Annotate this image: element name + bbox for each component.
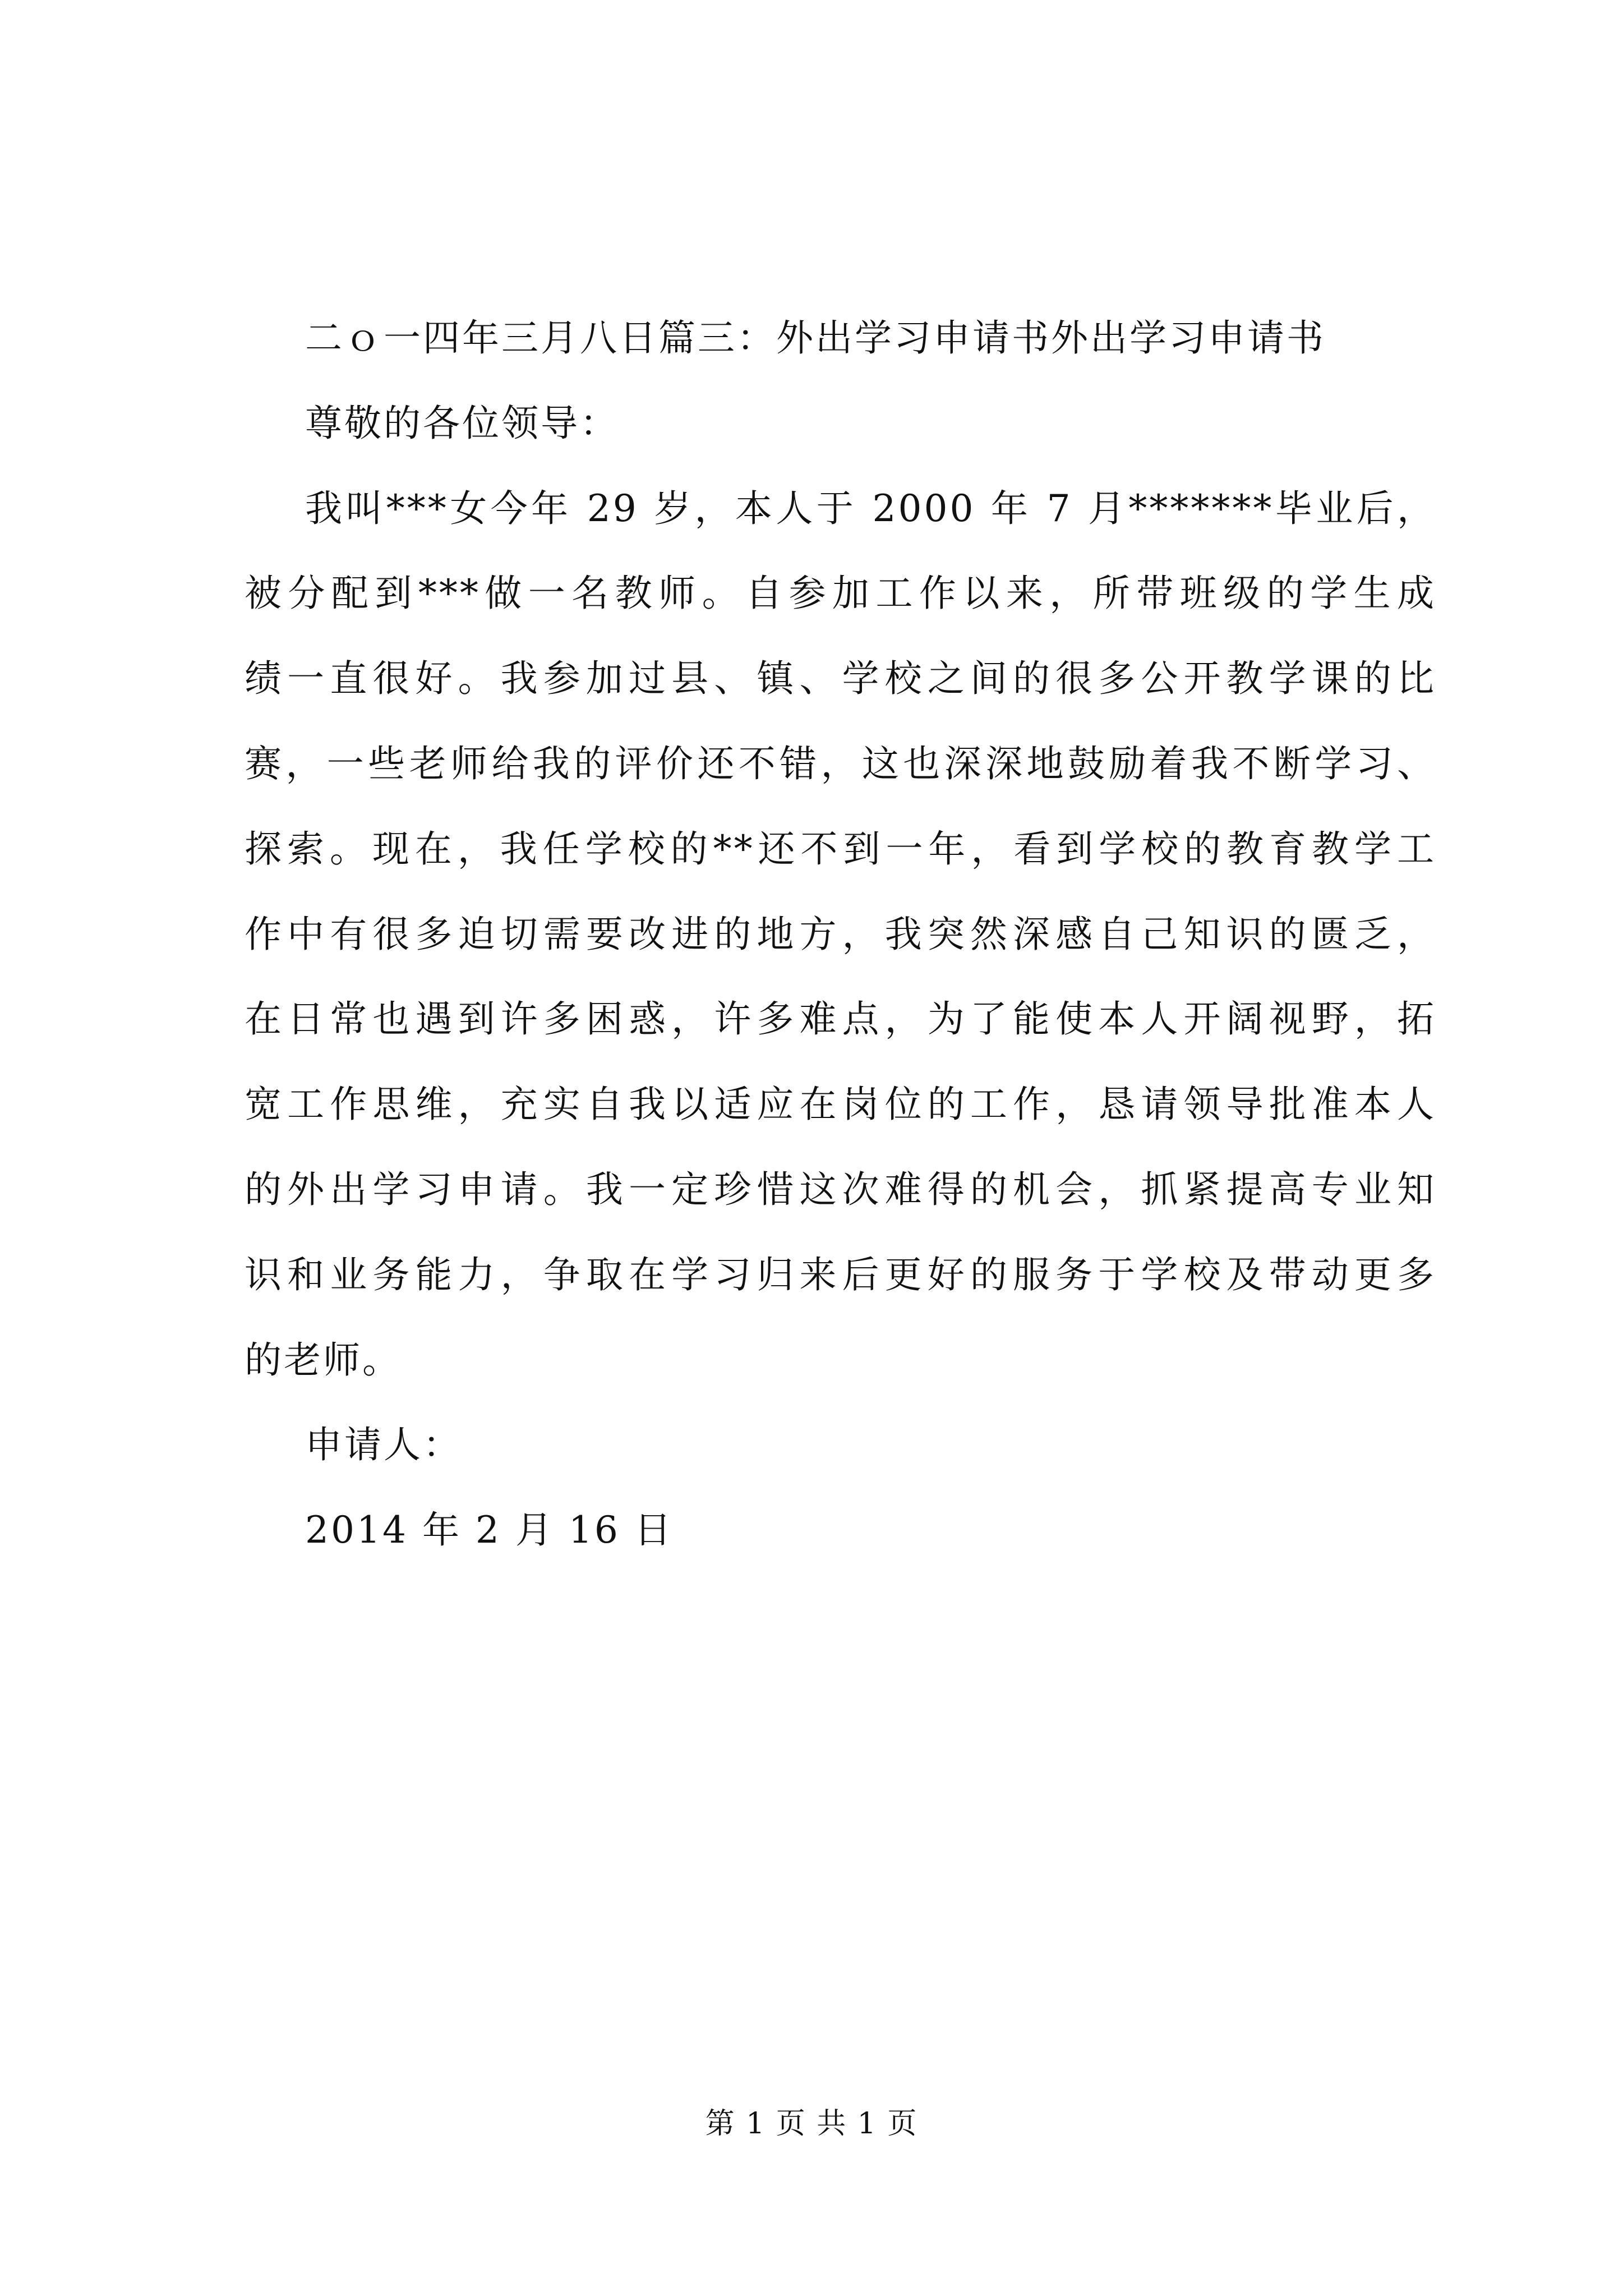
heading-line: 二ｏ一四年三月八日篇三：外出学习申请书外出学习申请书 (305, 316, 1326, 360)
paragraph-line: 探索。现在，我任学校的**还不到一年，看到学校的教育教学工 (245, 827, 1436, 871)
paragraph-line: 的外出学习申请。我一定珍惜这次难得的机会，抓紧提高专业知 (245, 1168, 1436, 1211)
document-date: 2014 年 2 月 16 日 (305, 1508, 674, 1552)
paragraph-line: 在日常也遇到许多困惑，许多难点，为了能使本人开阔视野，拓 (245, 997, 1436, 1041)
page-footer: 第 1 页 共 1 页 (705, 2107, 918, 2141)
paragraph-line: 的老师。 (245, 1338, 402, 1382)
paragraph-line: 绩一直很好。我参加过县、镇、学校之间的很多公开教学课的比 (245, 657, 1436, 700)
paragraph-line: 作中有很多迫切需要改进的地方，我突然深感自己知识的匮乏， (245, 913, 1436, 956)
paragraph-line: 我叫***女今年 29 岁，本人于 2000 年 7 月*******毕业后， (305, 487, 1436, 530)
paragraph-line: 识和业务能力，争取在学习归来后更好的服务于学校及带动更多 (245, 1253, 1436, 1296)
paragraph-line: 被分配到***做一名教师。自参加工作以来，所带班级的学生成 (245, 572, 1436, 615)
signature-label: 申请人： (305, 1423, 462, 1466)
paragraph-line: 赛，一些老师给我的评价还不错，这也深深地鼓励着我不断学习、 (245, 742, 1436, 785)
paragraph-line: 宽工作思维，充实自我以适应在岗位的工作，恳请领导批准本人 (245, 1083, 1436, 1126)
salutation: 尊敬的各位领导： (305, 402, 619, 445)
